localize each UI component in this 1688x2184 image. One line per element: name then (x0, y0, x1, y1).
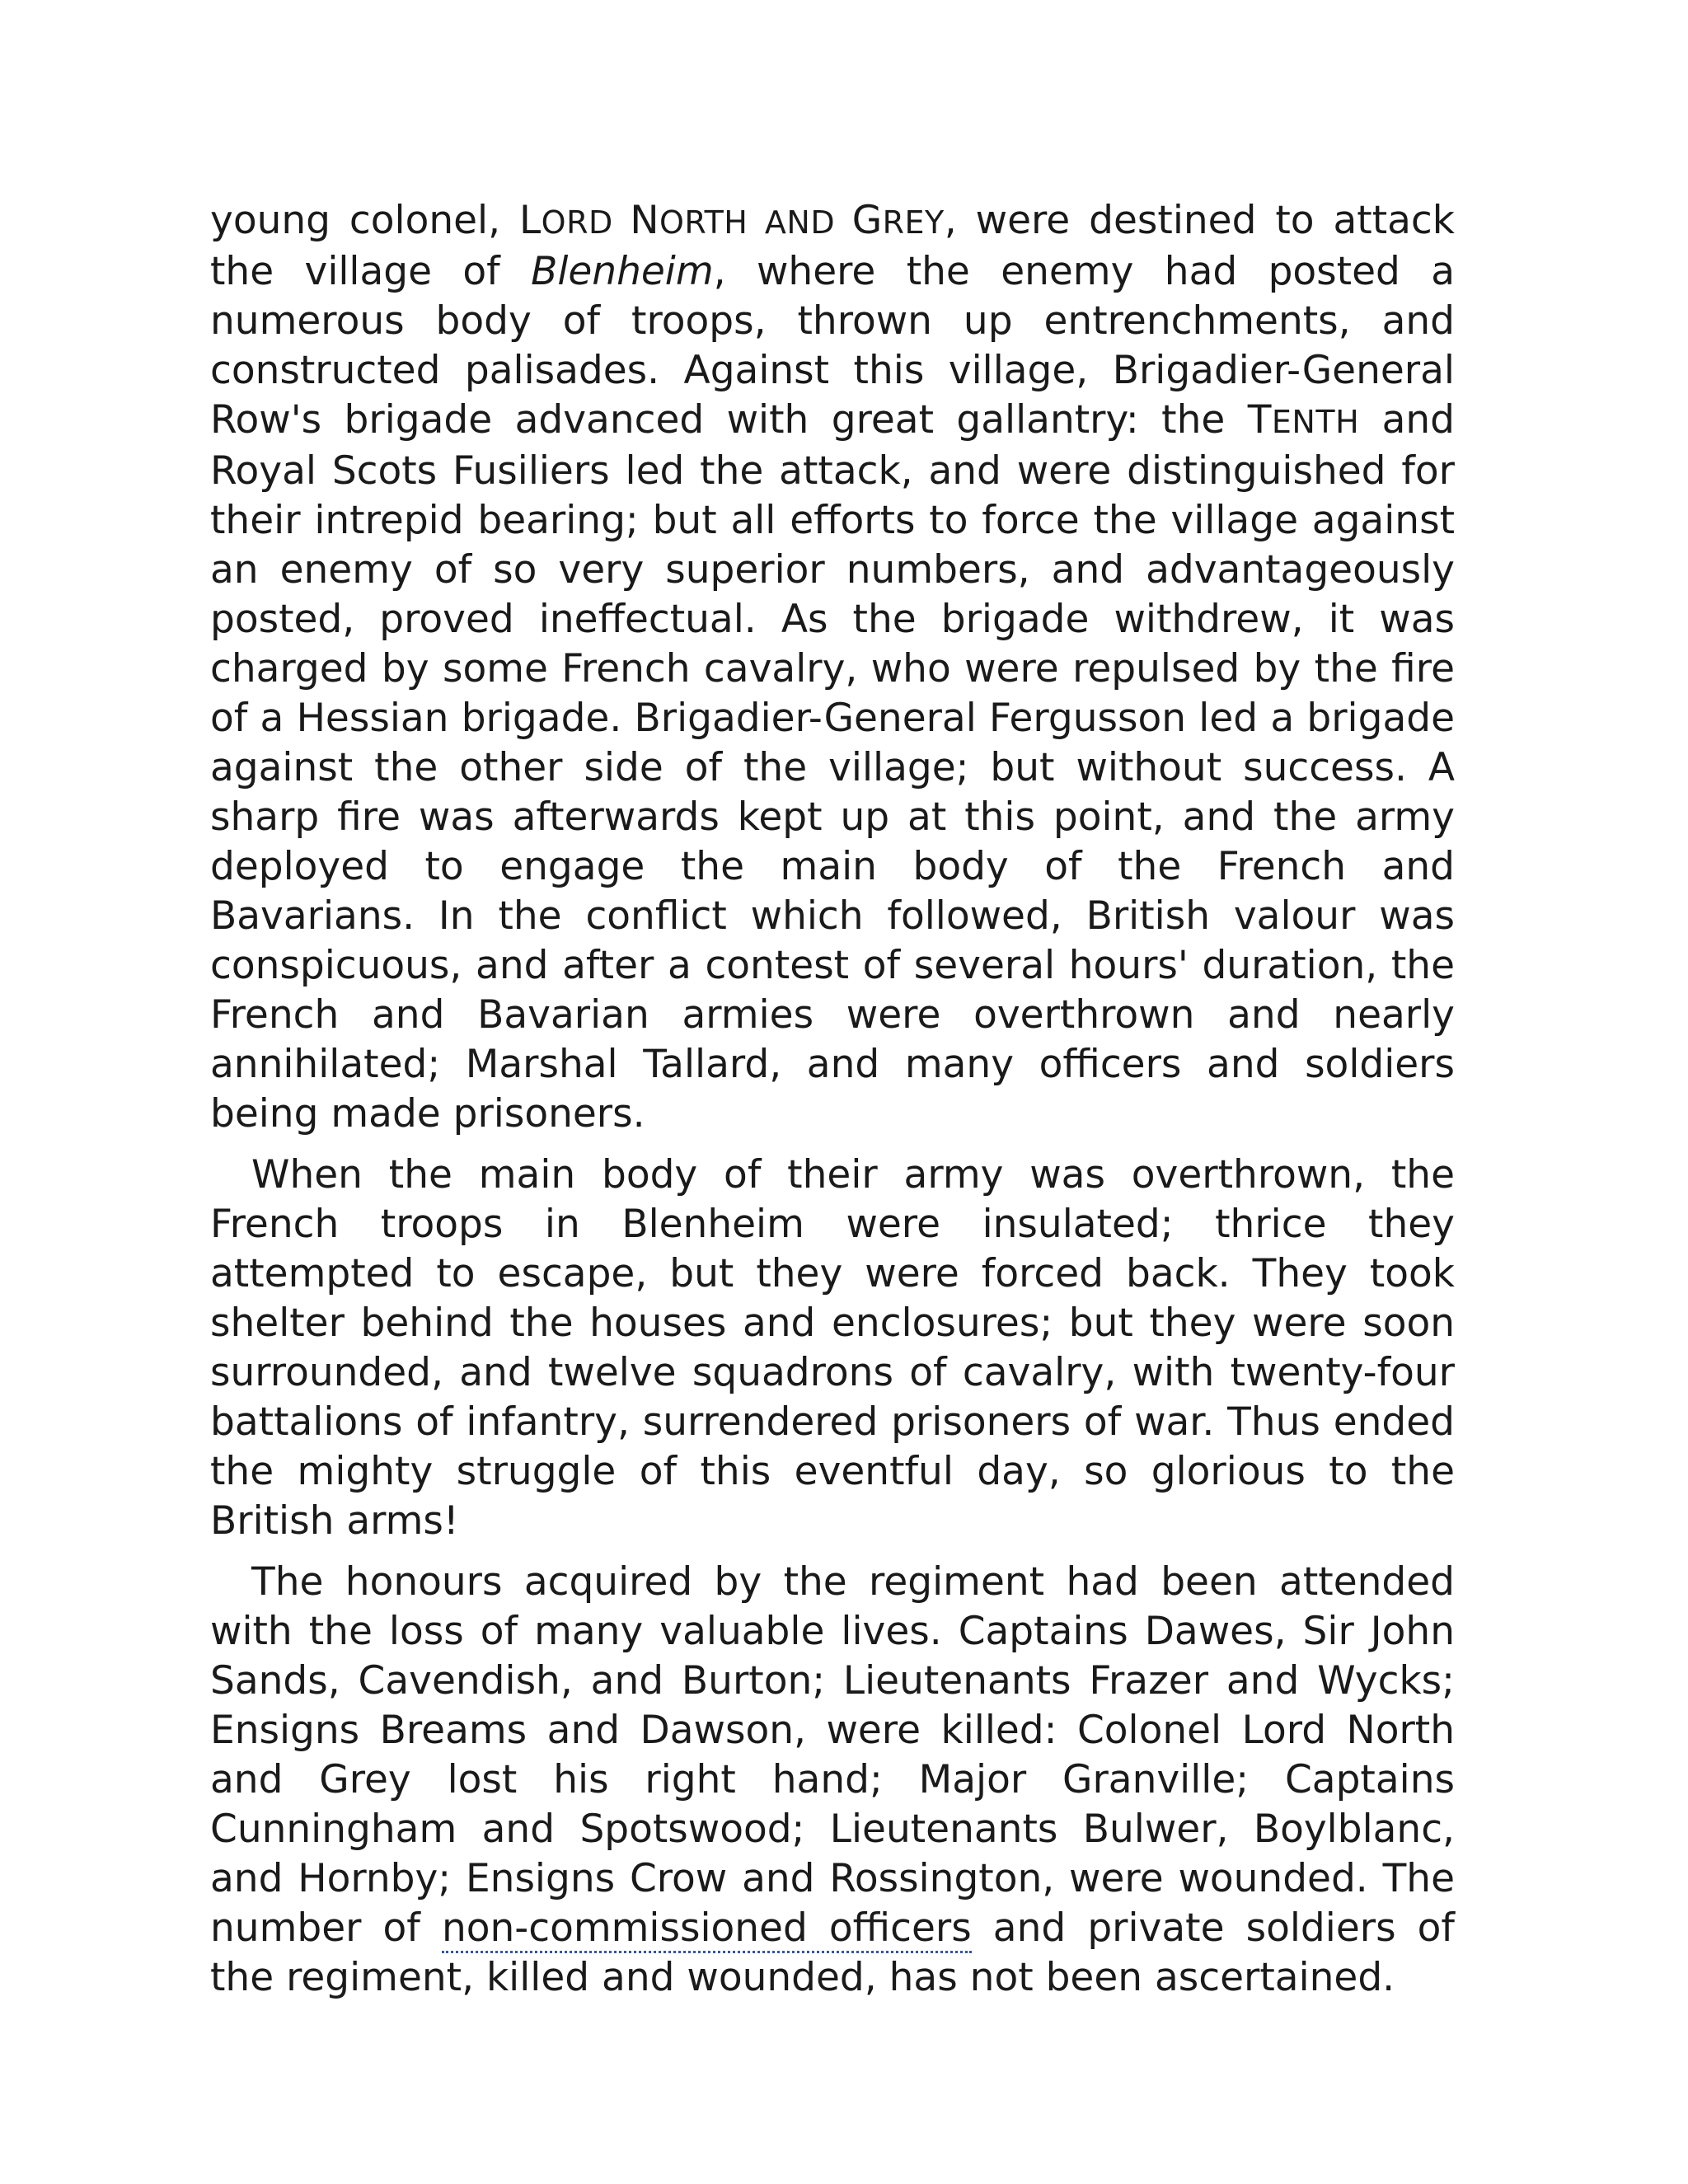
paragraph-3 (210, 1558, 1455, 2003)
small-caps-name-lord-north-and-grey: LORD NORTH AND GREY (518, 198, 945, 243)
small-caps-regiment-tenth: TENTH (1247, 397, 1360, 443)
text-run: , where the enemy had posted a numerous body of troops, thrown up entrenchments, and constructed palisades. Against this village, Brigadier-General Row's brigade advanced with great gallantry: the (210, 249, 1455, 443)
glossary-term-link[interactable]: non-commissioned officers (442, 1905, 972, 1953)
text-run: The honours acquired by the regiment had been attended with the loss of many valuable lives. Captains Dawes, Sir John Sands, Cavendish, and Burton; Lieutenants Frazer and Wycks; Ensigns Breams and Dawson, were killed: Colonel Lord North and Grey lost his right hand; Major Granville; Captains Cunningham and Spotswood; Lieutenants Bulwer, Boylblanc, and Hornby; Ensigns Crow and Rossington, were wounded. The number of (210, 1559, 1455, 1951)
text-run: and private soldiers of the regiment, killed and wounded, has not been ascertained. (210, 1905, 1455, 2000)
text-run: , were destined to attack the village of (210, 198, 1455, 294)
paragraph-2: When the main body of their army was overthrown, the French troops in Blenheim were insulated; thrice they attempted to escape, but they were forced back. They took shelter behind the houses and enclosures; but they were soon surrounded, and twelve squadrons of cavalry, with twenty-four battalions of infantry, surrendered prisoners of war. Thus ended the mighty struggle of this eventful day, so glorious to the British arms! (210, 1152, 1455, 1544)
italic-place-name: Blenheim (531, 249, 714, 294)
document-page (210, 196, 1455, 2014)
paragraph-1 (210, 196, 1455, 1139)
text-run: young colonel, (210, 198, 519, 243)
text-run: and Royal Scots Fusiliers led the attack, and were distinguished for their intrepid bearing; but all efforts to force the village against an enemy of so very superior numbers, and advantageously posted, proved ineffectual. As the brigade withdrew, it was charged by some French cavalry, who were repulsed by the fire of a Hessian brigade. Brigadier-General Fergusson led a brigade against the other side of the village; but without success. A sharp fire was afterwards kept up at this point, and the army deployed to engage the main body of the French and Bavarians. In the conflict which followed, British valour was conspicuous, and after a contest of several hours' duration, the French and Bavarian armies were overthrown and nearly annihilated; Marshal Tallard, and many officers and soldiers being made prisoners. (210, 397, 1455, 1137)
